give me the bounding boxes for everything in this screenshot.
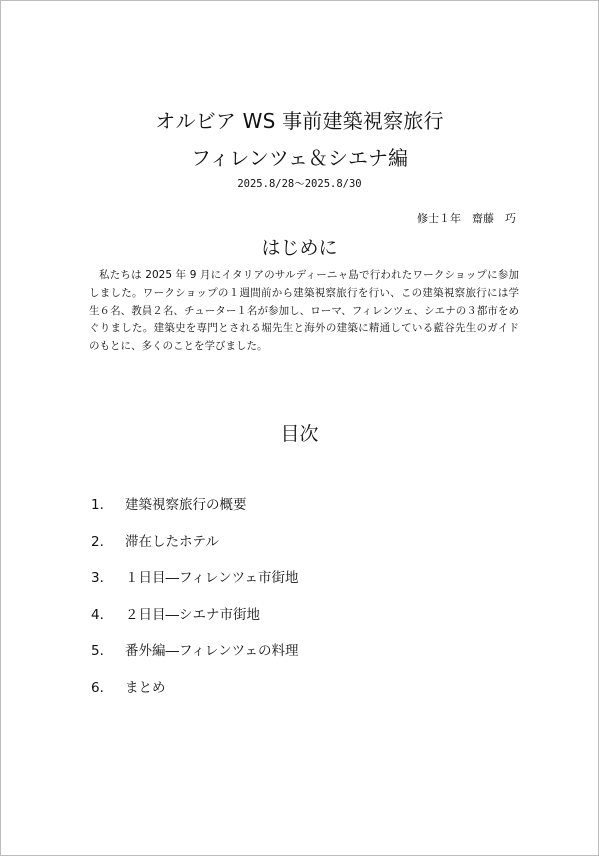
document-subtitle: フィレンツェ＆シエナ編 <box>190 146 409 170</box>
toc-item-label: 建築視察旅行の概要 <box>125 497 247 513</box>
toc-item-label: 番外編―フィレンツェの料理 <box>125 643 299 660</box>
document-title: オルビア WS 事前建築視察旅行 <box>155 109 444 133</box>
toc-item <box>91 532 299 569</box>
toc-item-number: 5． <box>91 643 114 660</box>
toc-item-number: 4． <box>91 606 114 623</box>
toc-item <box>91 605 299 642</box>
toc-item-number: 3． <box>91 570 114 587</box>
toc-item-number: 2． <box>91 533 114 550</box>
toc-item-label: ２日目―シエナ市街地 <box>125 606 260 623</box>
intro-paragraph: 私たちは 2025 年 9 月にイタリアのサルディーニャ島で行われたワークショップに参加しました。ワークショップの１週間前から建築視察旅行を行い、この建築視察旅行には学生６名、教員２名、チューター１名が参加し、ローマ、フィレンツェ、シエナの３都市をめぐりました。建築史を専門とされる堀先生と海外の建築に精通している藍谷先生のガイドのもとに、多くのことを学びました。 <box>89 269 519 353</box>
toc-item-number: 6． <box>91 679 114 696</box>
table-of-contents <box>91 495 299 715</box>
toc-item <box>91 678 299 715</box>
toc-heading: 目次 <box>280 423 319 445</box>
toc-item-number: 1． <box>91 497 114 513</box>
toc-item-label: １日目―フィレンツェ市街地 <box>125 570 299 587</box>
toc-item-label: まとめ <box>125 679 166 696</box>
author-line: 修士１年 齋藤 巧 <box>417 212 516 225</box>
toc-item <box>91 641 299 678</box>
toc-item <box>91 568 299 605</box>
intro-heading: はじめに <box>261 237 338 259</box>
toc-item <box>91 495 299 532</box>
trip-dates: 2025.8/28～2025.8/30 <box>237 178 362 190</box>
toc-item-label: 滞在したホテル <box>125 533 219 550</box>
